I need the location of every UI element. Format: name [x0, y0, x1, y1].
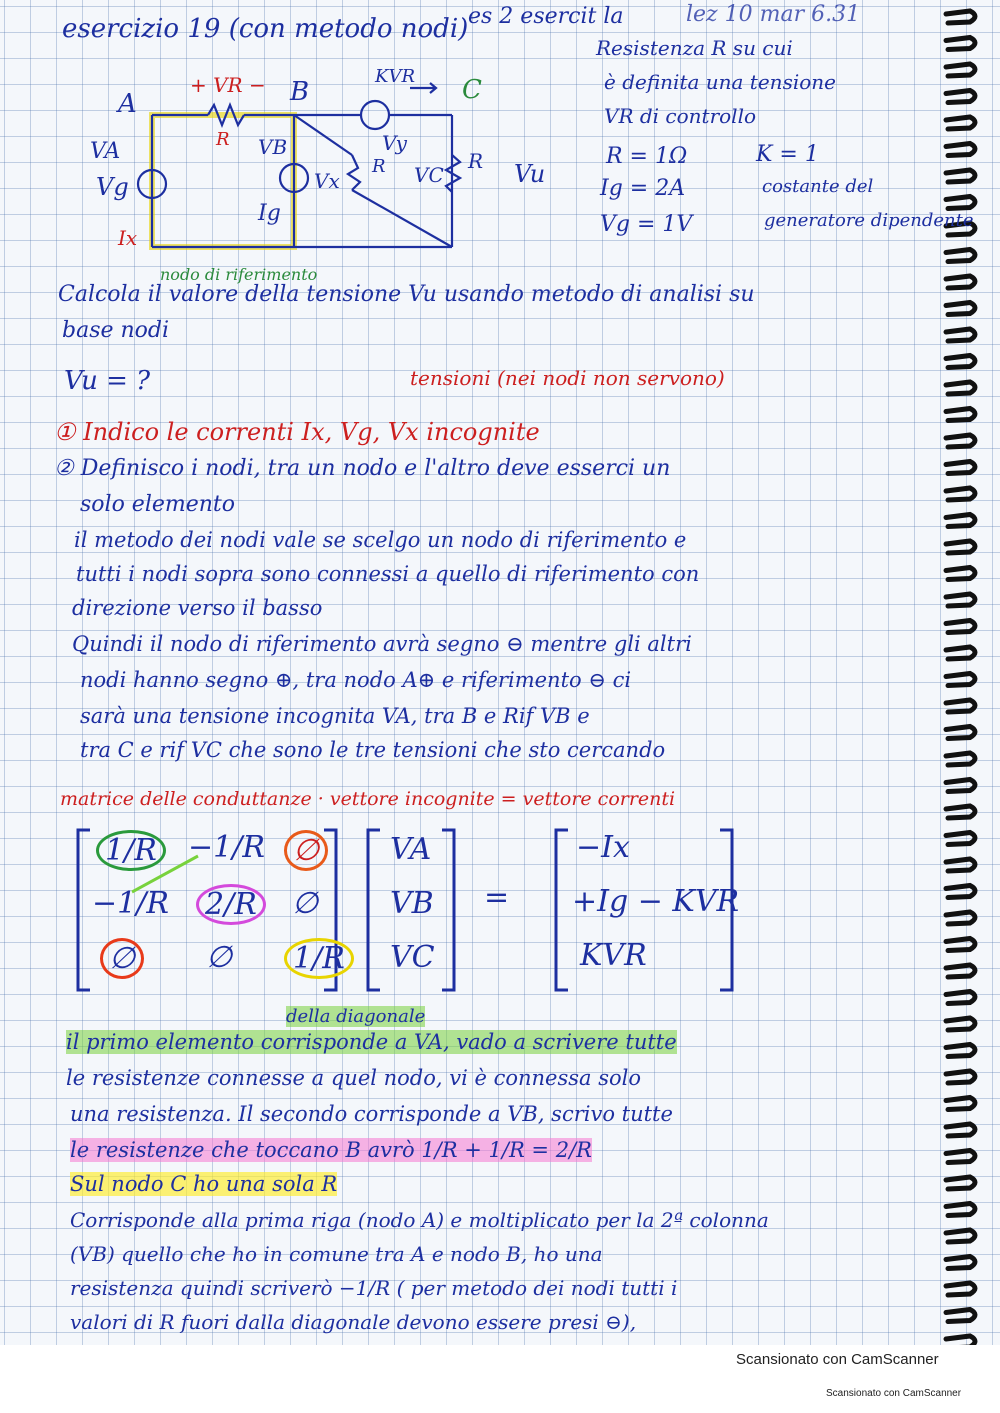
i-3: KVR	[580, 938, 647, 973]
bottom-line5: Sul nodo C ho una sola R	[70, 1172, 338, 1196]
equals-sign: =	[484, 880, 510, 915]
given-line1: Resistenza R su cui	[596, 36, 793, 60]
bottom-line6: Corrisponde alla prima riga (nodo A) e moltiplicato per la 2ª colonna	[70, 1208, 769, 1232]
given-line3: VR di controllo	[604, 104, 757, 128]
para-line5: nodi hanno segno ⊕, tra nodo A⊕ e riferimento ⊖ ci	[80, 668, 632, 692]
step-2a: ② Definisco i nodi, tra un nodo e l'altro deve esserci un	[54, 456, 671, 481]
exercise-title: esercizio 19 (con metodo nodi)	[62, 14, 469, 44]
bottom-line4: le resistenze che toccano B avrò 1/R + 1/R = 2/R	[70, 1138, 592, 1162]
tensioni-note: tensioni (nei nodi non servono)	[410, 366, 725, 390]
camscanner-watermark-small: Scansionato con CamScanner	[826, 1388, 962, 1399]
node-b-label: B	[290, 77, 310, 107]
bottom-line1: il primo elemento corrisponde a VA, vado a scrivere tutte	[66, 1030, 677, 1054]
vr-label: + VR −	[190, 73, 266, 97]
para-line6: sarà una tensione incognita VA, tra B e Rif VB e	[80, 704, 590, 728]
vx-label: Vx	[314, 169, 340, 193]
ig-label: Ig	[258, 201, 281, 226]
ref-note: nodo di riferimento	[160, 265, 318, 284]
task-line2: base nodi	[62, 318, 170, 343]
given-ig: Ig = 2A	[600, 176, 686, 201]
circuit-diagram	[90, 60, 510, 290]
vb-label: VB	[258, 135, 288, 159]
g-33: 1/R	[284, 938, 354, 979]
vy-label: Vy	[382, 131, 407, 155]
para-line4: Quindi il nodo di riferimento avrà segno ⊖ mentre gli altri	[72, 632, 692, 656]
r2-label: R	[372, 156, 386, 177]
kvr-label: KVR	[375, 66, 415, 87]
v-1: VA	[390, 832, 432, 867]
para-line2: tutti i nodi sopra sono connessi a quello di riferimento con	[76, 562, 700, 586]
bottom-line2: le resistenze connesse a quel nodo, vi è connessa solo	[66, 1066, 642, 1090]
g-31: ∅	[100, 938, 144, 979]
task-line1: Calcola il valore della tensione Vu usando metodo di analisi su	[58, 282, 755, 307]
i-1: −Ix	[576, 830, 630, 865]
vg-label: Vg	[96, 173, 129, 201]
header-date: lez 10 mar 6.31	[686, 2, 861, 27]
bottom-line3: una resistenza. Il secondo corrisponde a VB, scrivo tutte	[70, 1102, 673, 1126]
g-23: ∅	[292, 886, 319, 921]
node-c-label: C	[462, 75, 482, 105]
para-line7: tra C e rif VC che sono le tre tensioni che sto cercando	[80, 738, 666, 762]
g-13: ∅	[284, 830, 328, 871]
g-22: 2/R	[196, 884, 266, 925]
r-label: R	[216, 129, 230, 150]
bottom-line8: resistenza quindi scriverò −1/R ( per metodo dei nodi tutti i	[70, 1276, 678, 1300]
given-vg: Vg = 1V	[600, 212, 693, 237]
step-1: ① Indico le correnti Ix, Vg, Vx incognite	[54, 418, 540, 446]
matrix-title: matrice delle conduttanze · vettore incognite = vettore correnti	[60, 788, 676, 810]
given-line2: è definita una tensione	[604, 70, 836, 94]
camscanner-watermark: Scansionato con CamScanner	[736, 1351, 939, 1368]
diagonal-note: della diagonale	[286, 1006, 426, 1027]
node-a-label: A	[118, 89, 137, 119]
vu-label: Vu	[514, 160, 546, 188]
g-21: −1/R	[92, 886, 169, 921]
g-12: −1/R	[188, 830, 265, 865]
i-2: +Ig − KVR	[572, 884, 740, 919]
given-r: R = 1Ω	[606, 144, 688, 169]
given-k: K = 1	[756, 142, 819, 167]
header-note: es 2 esercit la	[468, 4, 624, 29]
ix-label: Ix	[118, 226, 138, 250]
spiral-binding	[940, 0, 1000, 1345]
step-2b: solo elemento	[80, 492, 236, 517]
g-11: 1/R	[96, 830, 166, 871]
r3-label: R	[468, 149, 484, 173]
para-line3: direzione verso il basso	[72, 596, 323, 620]
g-32: ∅	[206, 940, 233, 975]
given-k-note1: costante del	[762, 176, 874, 197]
bottom-line9: valori di R fuori dalla diagonale devono essere presi ⊖),	[70, 1310, 637, 1334]
v-2: VB	[390, 886, 434, 921]
given-k-note2: generatore dipendente	[764, 210, 974, 231]
va-label: VA	[90, 139, 121, 164]
para-line1: il metodo dei nodi vale se scelgo un nodo di riferimento e	[74, 528, 687, 552]
v-3: VC	[390, 940, 435, 975]
vu-question: Vu = ?	[64, 366, 151, 396]
vc-label: VC	[414, 163, 444, 187]
bottom-line7: (VB) quello che ho in comune tra A e nodo B, ho una	[70, 1242, 603, 1266]
